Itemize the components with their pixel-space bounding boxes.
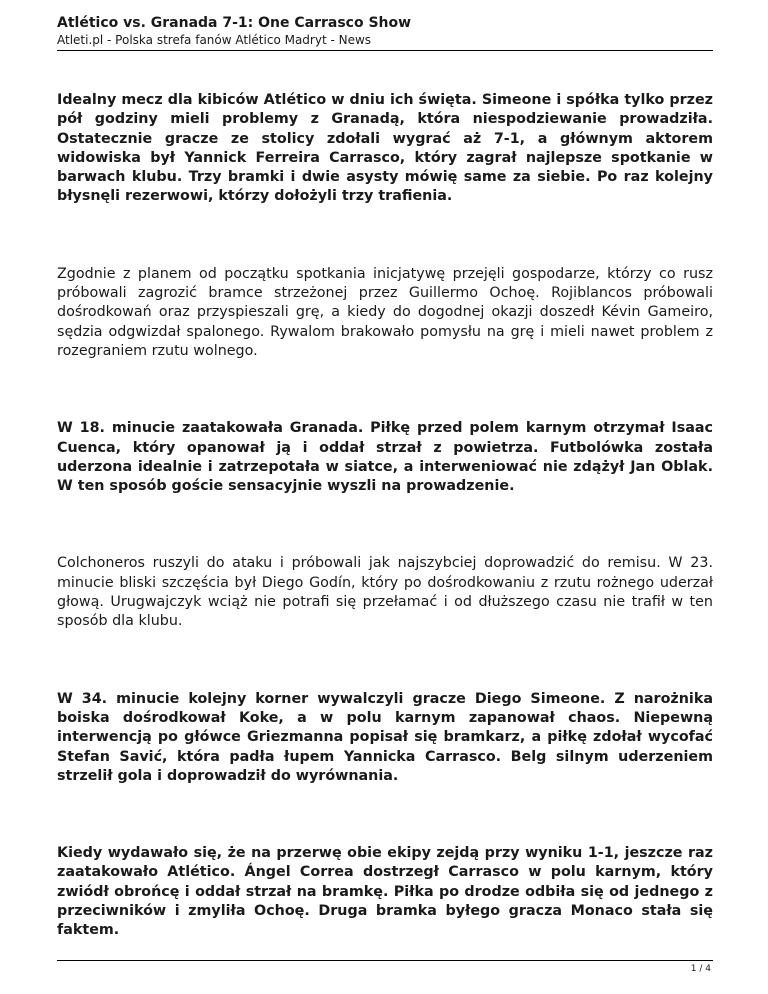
footer-divider	[57, 960, 713, 961]
body-paragraph: W 18. minucie zaatakowała Granada. Piłkę przed polem karnym otrzymał Isaac Cuenca, który opanował ją i oddał strzał z powietrza. Futbolówka została uderzona idealnie i zatrzepotała w siatce, a interweniować nie zdążył Jan Oblak. W ten sposób goście sensacyjnie wyszli na prowadzenie.	[57, 420, 713, 495]
body-paragraph: Kiedy wydawało się, że na przerwę obie ekipy zejdą przy wyniku 1-1, jeszcze raz zaatakowało Atlético. Ángel Correa dostrzegł Carrasco w polu karnym, który zwiódł obrońcę i oddał strzał na bramkę. Piłka po drodze odbiła się od jednego z przeciwników i zmyliła Ochoę. Druga bramka byłego gracza Monaco stała się faktem.	[57, 845, 713, 939]
article-body	[57, 91, 713, 941]
lead-paragraph: Idealny mecz dla kibiców Atlético w dniu ich święta. Simeone i spółka tylko przez pół godziny mieli problemy z Granadą, która niespodziewanie prowadziła. Ostatecznie gracze ze stolicy zdołali wygrać aż 7-1, a głównym aktorem widowiska był Yannick Ferreira Carrasco, który zagrał najlepsze spotkanie w barwach klubu. Trzy bramki i dwie asysty mówię same za siebie. Po raz kolejny błysnęli rezerwowi, którzy dołożyli trzy trafienia.	[57, 92, 713, 205]
body-paragraph: Colchoneros ruszyli do ataku i próbowali jak najszybciej doprowadzić do remisu. W 23. minucie bliski szczęścia był Diego Godín, który po dośrodkowaniu z rzutu rożnego uderzał głową. Urugwajczyk wciąż nie potrafi się przełamać i od dłuższego czasu nie trafił w ten sposób dla klubu.	[57, 555, 713, 630]
body-paragraph: Zgodnie z planem od początku spotkania inicjatywę przejęli gospodarze, którzy co rusz próbowali zagrozić bramce strzeżonej przez Guillermo Ochoę. Rojiblancos próbowali dośrodkowań oraz przyspieszali grę, a kiedy do dogodnej okazji doszedł Kévin Gameiro, sędzia odgwizdał spalonego. Rywalom brakowało pomysłu na grę i mieli nawet problem z rozegraniem rzutu wolnego.	[57, 265, 713, 359]
body-paragraph: W 34. minucie kolejny korner wywalczyli gracze Diego Simeone. Z narożnika boiska dośrodkował Koke, a w polu karnym zapanował chaos. Niepewną interwencją po główce Griezmanna popisał się bramkarz, a piłkę zdołał wycofać Stefan Savić, która padła łupem Yannicka Carrasco. Belg silnym uderzeniem strzelił gola i doprowadził do wyrównania.	[57, 690, 713, 784]
header-divider	[57, 50, 713, 51]
page-number: 1 / 4	[690, 964, 711, 974]
site-subtitle: Atleti.pl - Polska strefa fanów Atlético Madryt - News	[57, 33, 372, 47]
article-title: Atlético vs. Granada 7-1: One Carrasco Show	[57, 15, 412, 31]
page-header	[57, 14, 713, 48]
